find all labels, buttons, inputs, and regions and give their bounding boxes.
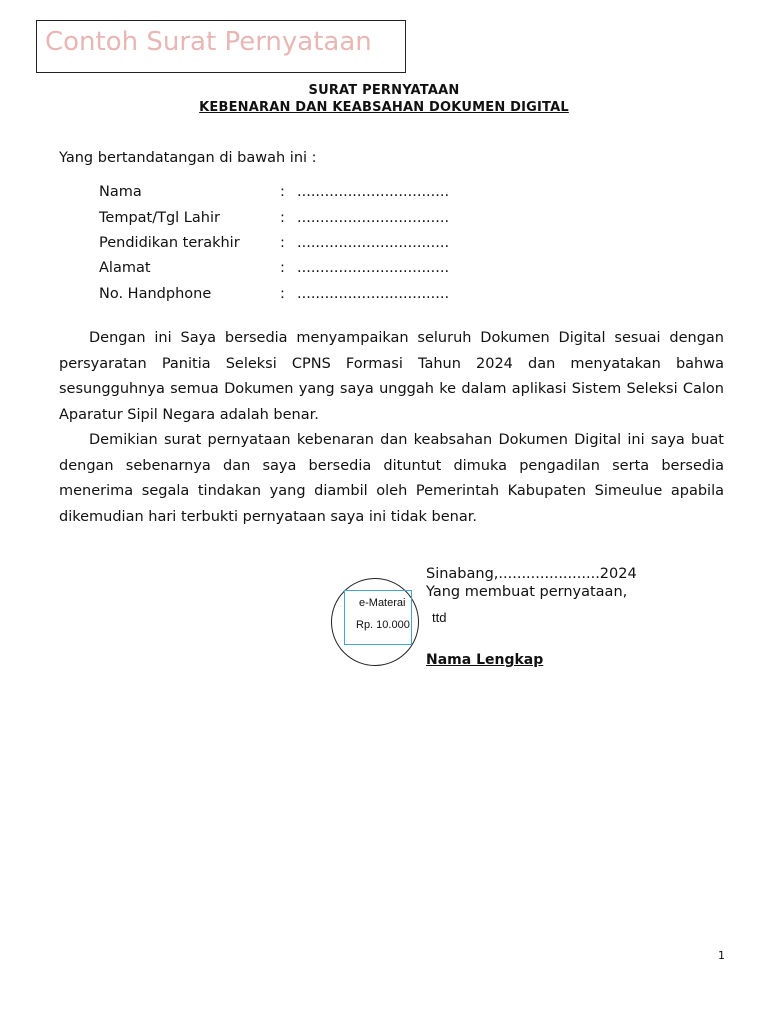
field-row-alamat — [99, 260, 599, 280]
statement-paragraph-2: Demikian surat pernyataan kebenaran dan keabsahan Dokumen Digital ini saya buat dengan sebenarnya dan saya bersedia dituntut dimuka pengadilan serta bersedia menerima segala tindakan yang diambil oleh Pemerintah Kabupaten Simeulue apabila dikemudian hari terbukti pernyataan saya ini tidak benar. — [59, 432, 724, 525]
intro-text: Yang bertandatangan di bawah ini : — [59, 150, 317, 166]
field-value-blank: ................................. — [297, 184, 450, 200]
field-label: No. Handphone — [99, 286, 212, 302]
field-colon: : — [280, 210, 285, 226]
signature-ttd: ttd — [432, 610, 447, 625]
field-colon: : — [280, 286, 285, 302]
field-row-handphone — [99, 286, 599, 306]
sample-label: Contoh Surat Pernyataan — [45, 27, 372, 57]
document-title: SURAT PERNYATAAN — [308, 83, 460, 98]
field-label: Alamat — [99, 260, 151, 276]
e-materai-stamp — [344, 590, 412, 645]
field-value-blank: ................................. — [297, 235, 450, 251]
statement-paragraph-1: Dengan ini Saya bersedia menyampaikan seluruh Dokumen Digital sesuai dengan persyaratan Panitia Seleksi CPNS Formasi Tahun 2024 dan menyatakan bahwa sesungguhnya semua Dokumen yang saya unggah ke dalam aplikasi Sistem Seleksi Calon Aparatur Sipil Negara adalah benar. — [59, 330, 724, 423]
field-row-pendidikan — [99, 235, 599, 255]
page-number: 1 — [718, 949, 725, 962]
signature-maker-label: Yang membuat pernyataan, — [426, 584, 628, 600]
field-label: Nama — [99, 184, 142, 200]
document-subtitle: KEBENARAN DAN KEABSAHAN DOKUMEN DIGITAL — [199, 100, 569, 115]
materai-label: e-Materai — [359, 597, 406, 609]
field-value-blank: ................................. — [297, 260, 450, 276]
field-row-nama — [99, 184, 599, 204]
materai-value: Rp. 10.000 — [356, 619, 410, 631]
signatory-name: Nama Lengkap — [426, 652, 544, 668]
field-value-blank: ................................. — [297, 286, 450, 302]
field-value-blank: ................................. — [297, 210, 450, 226]
field-colon: : — [280, 260, 285, 276]
field-label: Pendidikan terakhir — [99, 235, 240, 251]
signature-place-date: Sinabang,......................2024 — [426, 566, 637, 582]
field-row-tempat-tgl-lahir — [99, 210, 599, 230]
field-colon: : — [280, 235, 285, 251]
field-colon: : — [280, 184, 285, 200]
sample-label-box — [36, 20, 406, 73]
field-label: Tempat/Tgl Lahir — [99, 210, 220, 226]
